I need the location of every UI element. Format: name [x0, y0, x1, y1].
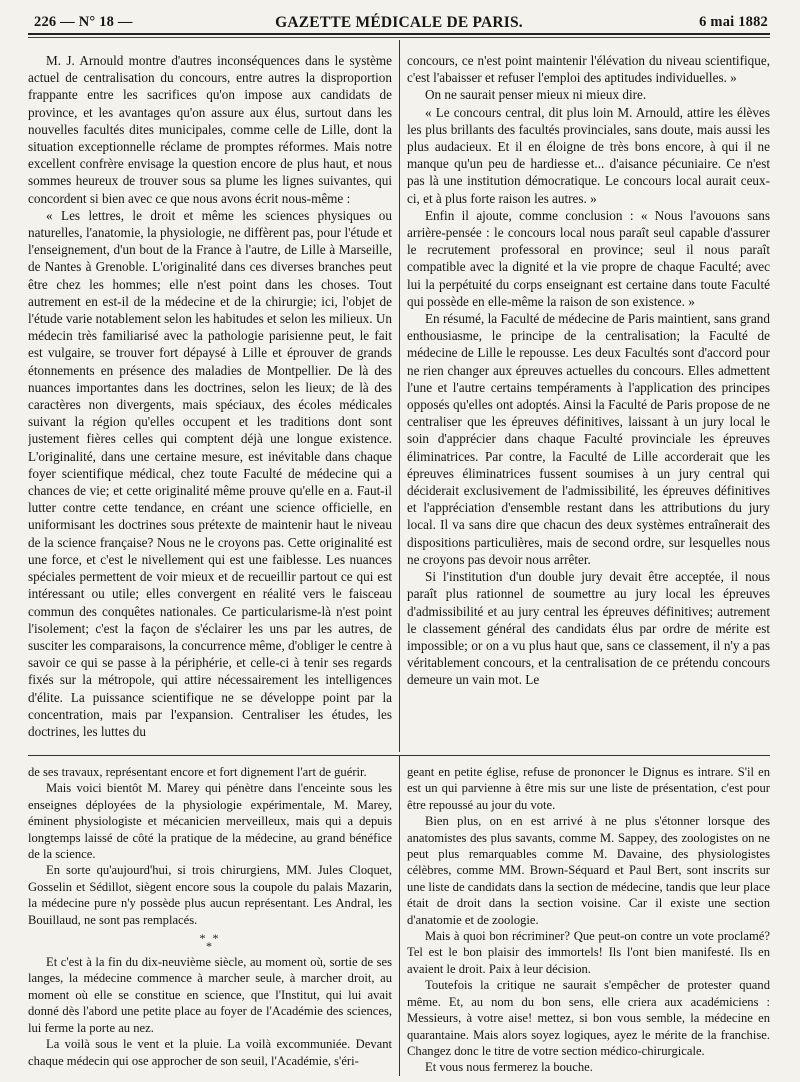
page-header: [28, 6, 770, 34]
paragraph: On ne saurait penser mieux ni mieux dire.: [425, 87, 647, 103]
lower-right-column: [407, 764, 770, 1076]
paragraph: Toutefois la critique ne saurait s'empêcher de protester quand même. Et, au nom du bon sens, elle criera aux académiciens : Messieurs, à votre aise! mettez, si bon vous semble, la médecine en quarantaine. Mais alors soyez logiques, ayez le mérite de la franchise. Changez donc le titre de votre section médico-chirurgicale.: [407, 978, 770, 1058]
journal-title: GAZETTE MÉDICALE DE PARIS.: [275, 14, 523, 31]
paragraph: geant en petite église, refuse de prononcer le Dignus es intrare. S'il en est un qui parvienne à être mis sur une liste de présentation, c'est pour être repoussé au jour du vote.: [407, 765, 770, 812]
header-rule-thin: [28, 37, 770, 38]
column-divider-lower: [399, 756, 400, 1076]
paragraph: « Le concours central, dit plus loin M. Arnould, attire les élèves les plus brillants des facultés provinciales, sans doute, mais aussi les plus audacieux. Et il en éloigne de très bons encore, à qui il ne manque qu'un peu de hardiesse et... d'aisance pécuniaire. Ce n'est pas là une institution démocratique. Le concours local aurait ceux-ci, et à plus forte raison les autres. »: [407, 104, 770, 206]
paragraph: Enfin il ajoute, comme conclusion : « Nous l'avouons sans arrière-pensée : le concours local nous paraît seul capable d'assurer le recrutement professoral en province; seul il nous paraît compatible avec la dignité et la vie propre de chaque Faculté; avec lui la perpétuité du corps enseignant est certaine dans toute Faculté qui possède en elle-même la raison de son existence. »: [407, 207, 770, 309]
paragraph: Bien plus, on en est arrivé à ne plus s'étonner lorsque des anatomistes des plus savants, comme M. Sappey, des zoologistes on ne peut plus remarquables comme M. Davaine, des physiologistes célèbres, comme MM. Brown-Séquard et Paul Bert, sont inscrits sur une liste de candidats dans la section de médecine, tandis que leur place était de droit dans la section voisine. Car il existe une section d'anatomie et de zoologie.: [407, 814, 770, 927]
page-number: 226 — N° 18 —: [34, 14, 133, 30]
header-rule-thick: [28, 33, 770, 35]
paragraph: « Les lettres, le droit et même les sciences physiques ou naturelles, l'anatomie, la physiologie, ne diffèrent pas, pour l'étude et l'enseignement, d'un bout de la France à l'autre, de Lille à Marseille, de Nantes à Grenoble. L'originalité dans ces diverses branches peut être chez les hommes; elle n'est point dans les choses. Tout autrement en est-il de la médecine et de la chirurgie; ici, l'objet de l'étude varie notablement selon les habitudes et selon les milieux. Un médecin très familiarisé avec la pathologie parisienne peut, le fait est vulgaire, se trouver fort dépaysé à Lille et éprouver de grands étonnements en présence des maladies de Montpellier. De là des nuances importantes dans les doctrines, selon les lieux; de là des caractères non divergents, mais spéciaux, des écoles médicales suivant la région qu'elles occupent et les traditions dont sont justement fières celles qui comptent déjà une longue existence. L'originalité, dans une certaine mesure, est inévitable dans chaque foyer scientifique médical, chez toute Faculté de médecine qui a chances de vie; et cette originalité même prouve qu'elle en a. Faut-il lutter contre cette tendance, en créant une science officielle, en uniformisant les doctrines sous prétexte de maintenir haut le niveau de la science française? Nous ne le croyons pas. Cette originalité est une force, et c'est le nivellement qui est une faiblesse. Les nuances spéciales permettent de voir mieux et de recueillir partout ce qui est intéressant ou utile; elles convergent en réalité vers le faisceau commun des conquêtes nationales. Ce particularisme-là n'est point l'isolement; c'est la façon de s'éclairer les uns par les autres, de susciter les comparaisons, la concurrence même, d'obliger le centre à savoir ce qui se passe à la périphérie, et celle-ci à tenir ses regards fixés sur la métropole, qui attire nécessairement les intelligences d'élite. La puissance scientifique ne se développe point par la concentration, mais par l'expansion. Centraliser les études, les doctrines, les luttes du: [28, 207, 392, 739]
paragraph: En résumé, la Faculté de médecine de Paris maintient, sans grand enthousiasme, le principe de la centralisation; la Faculté de médecine de Lille le repousse. Les deux Facultés sont d'accord pour ne rien changer aux épreuves actuelles du concours. Elles admettent l'une et l'autre certains tempéraments à l'application des principes opposés qu'elles ont adoptés. Ainsi la Faculté de Paris propose de ne centraliser que les épreuves définitives, laissant à un jury local le soin d'apprécier dans chaque Faculté provinciale les épreuves éliminatrices. Par contre, la Faculté de Lille accorderait que les épreuves éliminatrices fussent soumises à un jury central qui déciderait exclusivement de l'admissibilité, les épreuves définitives et l'appréciation d'ensemble restant dans les attributions du jury local. Il va sans dire que chacun des deux systèmes entraînerait des dispositions particulières, mais de second ordre, sur lesquelles nous ne croyons pas devoir nous arrêter.: [407, 311, 770, 567]
lower-left-column: [28, 764, 392, 1076]
section-separator-stars: * * *: [199, 931, 221, 954]
paragraph: Mais voici bientôt M. Marey qui pénètre dans l'enceinte sous les enseignes déployées de la physiologie expérimentale, M. Marey, éminent physiologiste et mécanicien merveilleux, mais qui a depuis longtemps laissé de côté la pratique de la médecine, au grand bénéfice de la science.: [28, 781, 392, 862]
upper-right-column: [407, 52, 770, 752]
paragraph: En sorte qu'aujourd'hui, si trois chirurgiens, MM. Jules Cloquet, Gosselin et Sédillot, siègent encore sous la coupole du palais Mazarin, la médecine pure n'y possède plus aucun représentant. Les Andral, les Bouillaud, ne sont pas remplacés.: [28, 863, 392, 927]
paragraph: Mais à quoi bon récriminer? Que peut-on contre un vote proclamé? Tel est le bon plaisir des immortels! Ils l'ont bien manifesté. Ils en avaient le droit. Paix à leur décision.: [407, 929, 770, 976]
paragraph: Et vous nous fermerez la bouche.: [425, 1060, 593, 1075]
paragraph: Et c'est à la fin du dix-neuvième siècle, au moment où, sortie de ses langes, la médecine commence à marcher seule, à marcher droit, au moment où elle se constitue en science, que l'Institut, qui lui avait donné dès l'abord une petite place au foyer de l'Académie des sciences, lui ferme la porte au nez.: [28, 955, 392, 1035]
paragraph: La voilà sous le vent et la pluie. La voilà excommuniée. Devant chaque médecin qui ose approcher de son seuil, l'Académie, s'éri-: [28, 1037, 392, 1068]
paragraph: concours, ce n'est point maintenir l'élévation du niveau scientifique, c'est l'abaisser et refuser l'emploi des aptitudes individuelles. »: [407, 53, 770, 86]
column-divider-upper: [399, 40, 400, 752]
upper-left-column: [28, 52, 392, 752]
paragraph: de ses travaux, représentant encore et fort dignement l'art de guérir.: [28, 765, 367, 779]
paragraph: M. J. Arnould montre d'autres inconséquences dans le système actuel de centralisation du concours, entre autres la disproportion frappante entre les sacrifices qu'on impose aux candidats de province, et les avantages qu'on assure aux élus, surtout dans les nouvelles facultés dites municipales, comme celle de Lille, dont la situation exceptionnelle réclame de promptes réformes. Mais notre excellent confrère envisage la question encore de plus haut, et nous sommes heureux de trouver sous sa plume les lignes suivantes, qui concordent si bien avec ce que nous avons écrit nous-même :: [28, 53, 392, 206]
paragraph: Si l'institution d'un double jury devait être acceptée, il nous paraît plus rationnel de soumettre au jury local les épreuves d'admissibilité et au jury central les épreuves définitives; autrement le classement général des candidats élus par ordre de mérite est impossible; or on a vu plus haut que, sans ce classement, il n'y a pas véritablement concours, et la centralisation de ce prétendu concours demeure un vain mot. Le: [407, 569, 770, 688]
issue-date: 6 mai 1882: [699, 14, 768, 30]
